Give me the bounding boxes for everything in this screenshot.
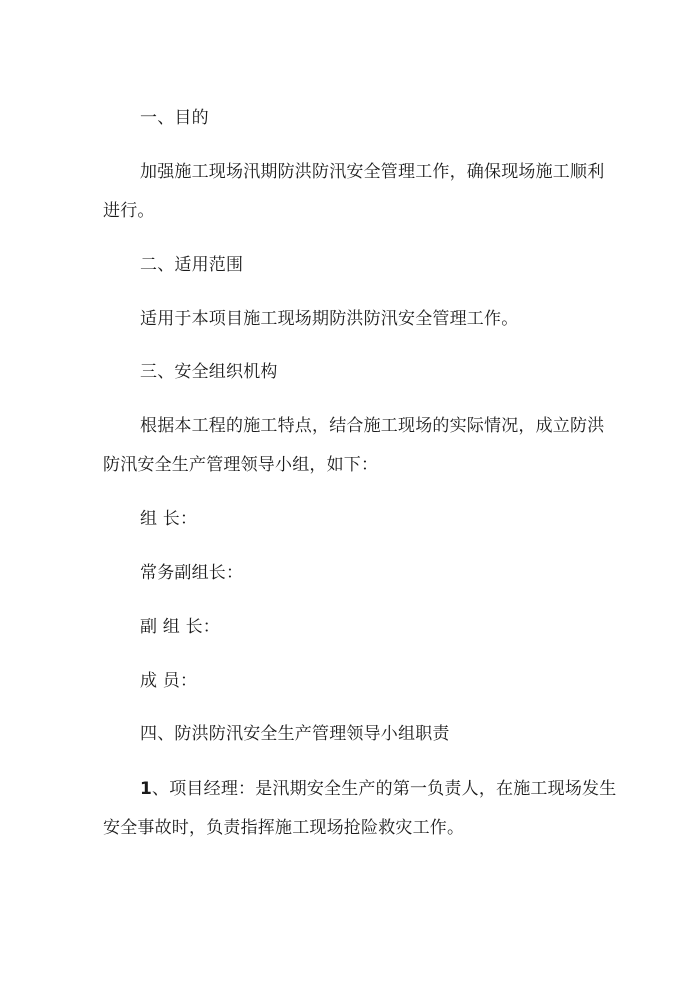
role-leader: 组 长：: [140, 509, 198, 529]
role-deputy: 副 组 长：: [140, 617, 221, 637]
section-2-body: 适用于本项目施工现场期防洪防汛安全管理工作。: [140, 309, 519, 329]
section-1-body-line-2: 进行。: [103, 201, 155, 221]
section-3-body-line-2: 防汛安全生产管理领导小组，如下：: [103, 455, 379, 475]
item-1-line-1: [140, 779, 616, 799]
section-3-heading: 三、安全组织机构: [140, 362, 278, 382]
section-1-heading: 一、目的: [140, 108, 209, 128]
item-1-number: 1: [140, 779, 153, 799]
section-3-body-line-1: 根据本工程的施工特点，结合施工现场的实际情况，成立防洪: [140, 416, 605, 436]
role-executive-deputy: 常务副组长：: [140, 563, 244, 583]
section-4-heading: 四、防洪防汛安全生产管理领导小组职责: [140, 724, 450, 744]
item-1-line-2: 安全事故时，负责指挥施工现场抢险救灾工作。: [103, 818, 465, 838]
role-members: 成 员：: [140, 671, 198, 691]
section-1-body-line-1: 加强施工现场汛期防洪防汛安全管理工作，确保现场施工顺利: [140, 162, 605, 182]
section-2-heading: 二、适用范围: [140, 255, 244, 275]
item-1-text: 、项目经理：是汛期安全生产的第一负责人，在施工现场发生: [152, 779, 617, 799]
